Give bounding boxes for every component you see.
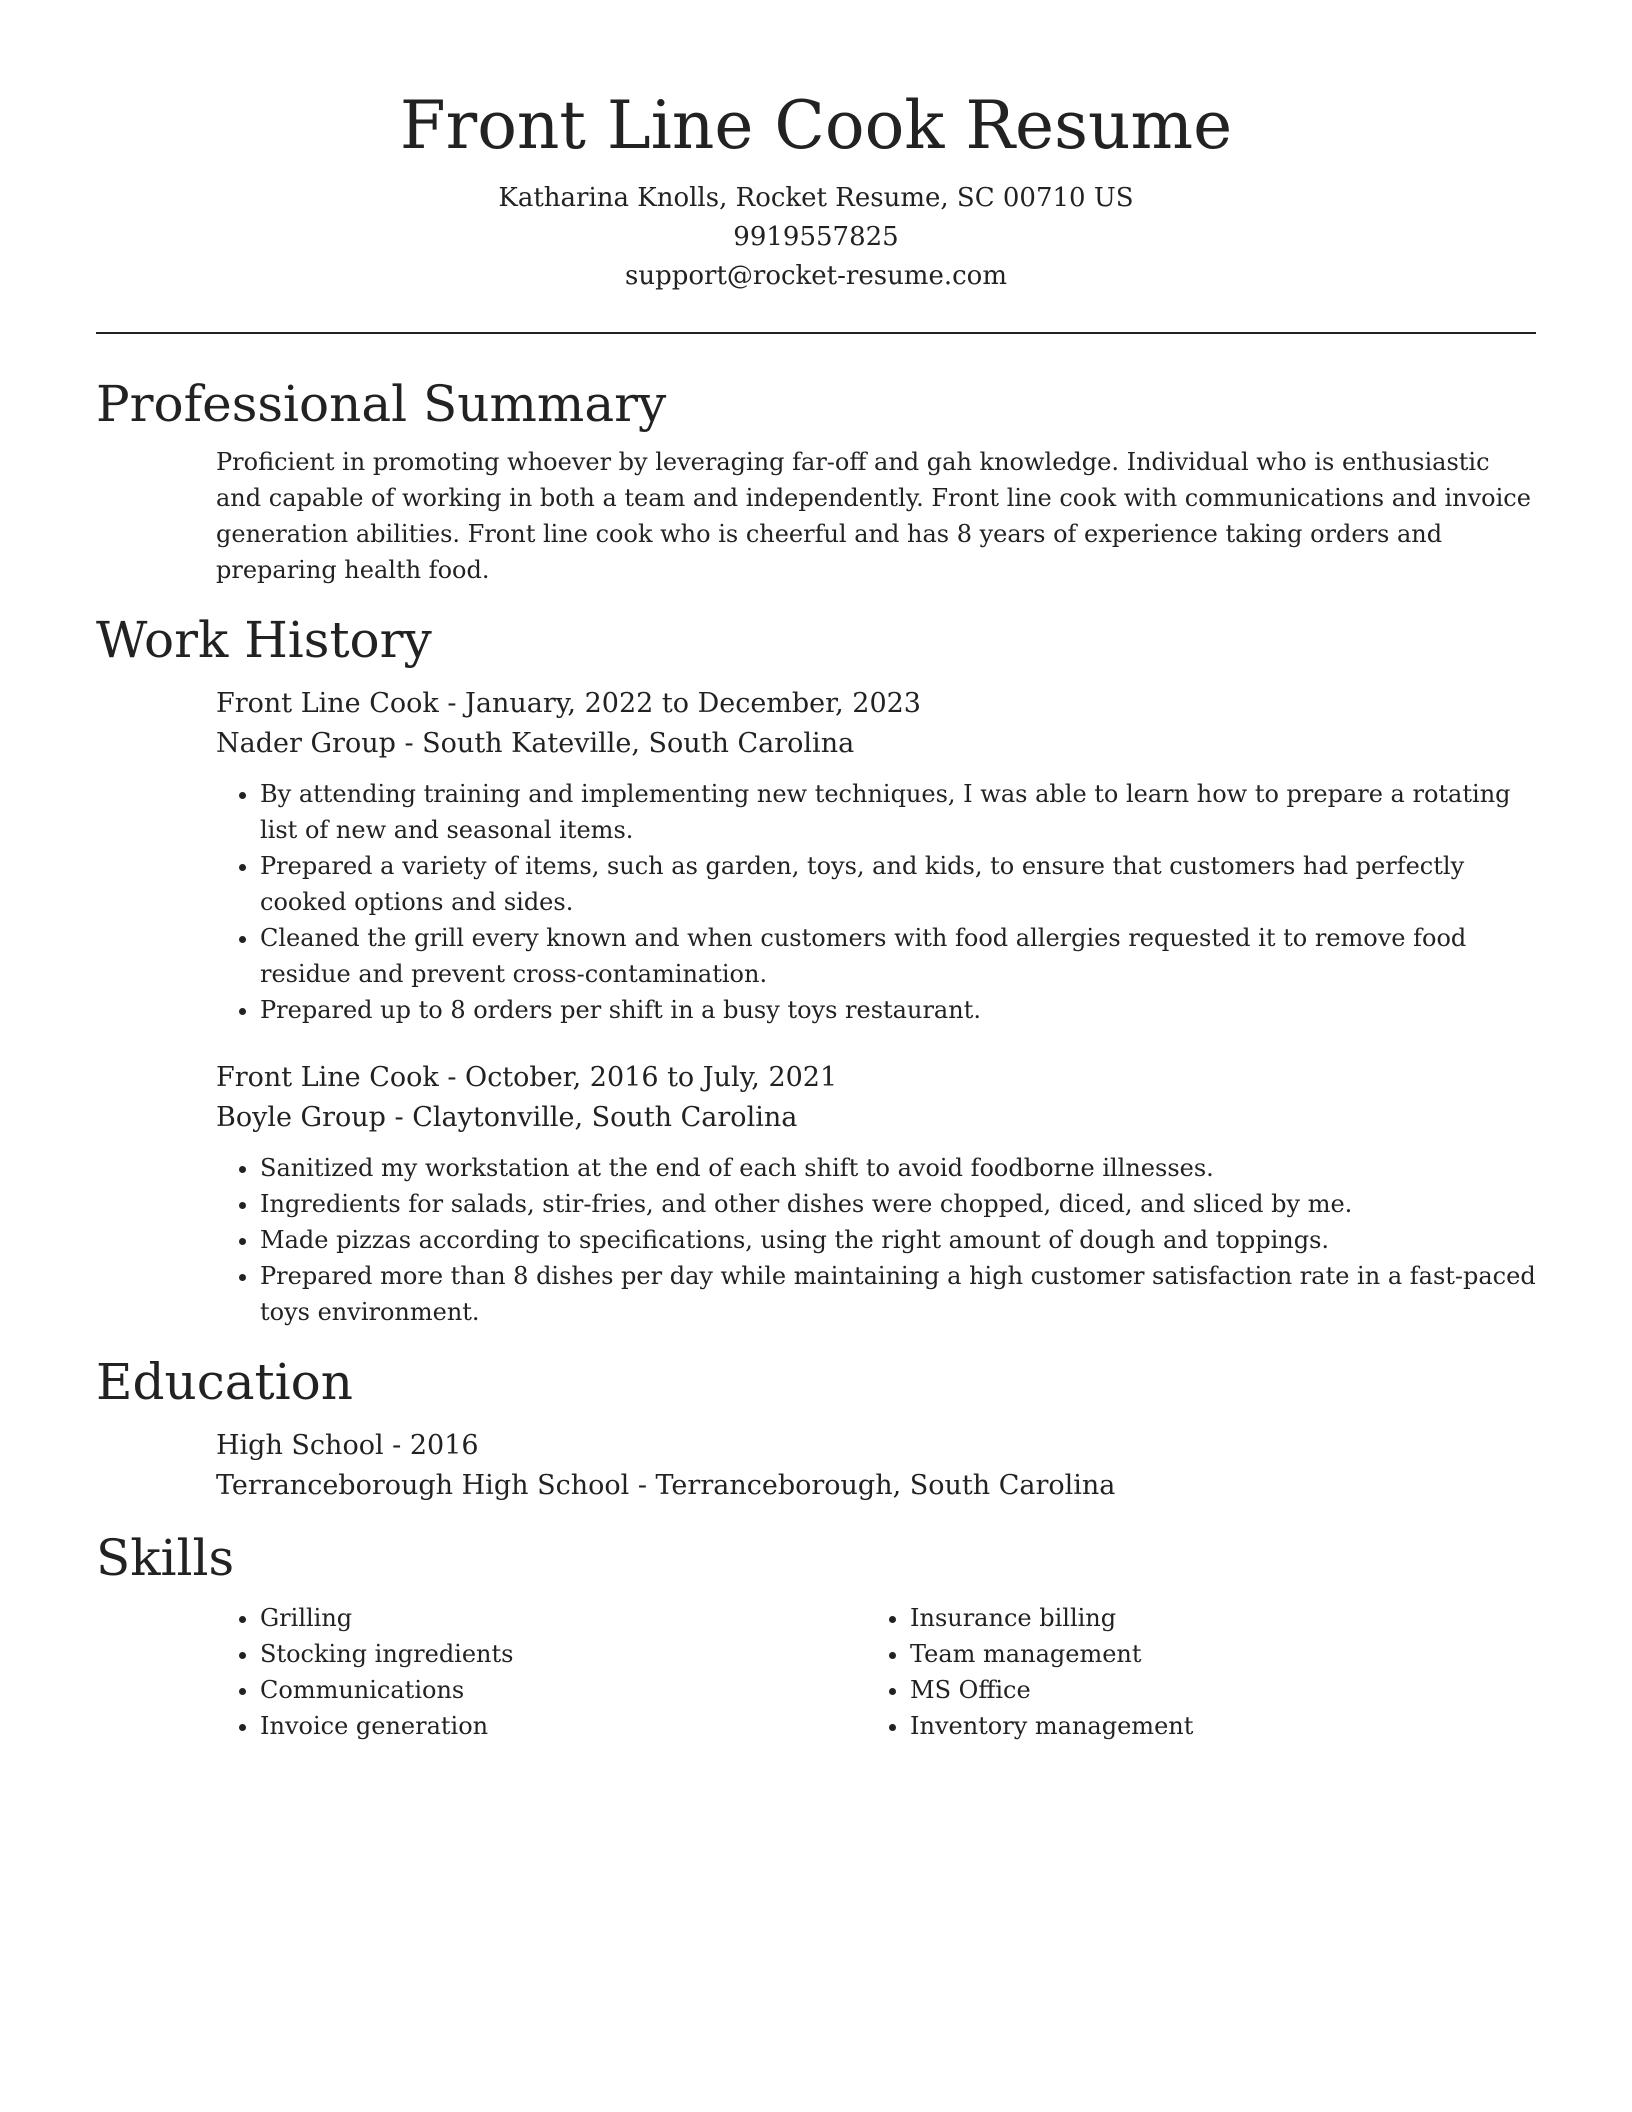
- list-item: • Prepared up to 8 orders per shift in a busy toys restaurant.: [260, 992, 1536, 1028]
- education-location: - Terranceborough, South Carolina: [629, 1470, 1116, 1502]
- list-item: • Grilling: [260, 1600, 866, 1636]
- list-item: • Prepared more than 8 dishes per day while maintaining a high customer satisfaction rate in a fast-paced toys environment.: [260, 1258, 1536, 1330]
- education-section: [96, 1352, 1536, 1506]
- summary-text: Proficient in promoting whoever by leveraging far-off and gah knowledge. Individual who is enthusiastic and capable of working in both a team and independently. Front line cook with communications and invoice generation abilities. Front line cook who is cheerful and has 8 years of experience taking orders and preparing health food.: [216, 448, 1531, 585]
- job-dates: - January, 2022 to December, 2023: [438, 688, 921, 720]
- job-title: Front Line Cook: [216, 688, 439, 720]
- skills-heading: Skills: [96, 1529, 235, 1588]
- skills-section: [96, 1528, 1536, 1744]
- job-company-line: [216, 1098, 1536, 1138]
- header-divider: [96, 332, 1536, 334]
- list-item: • Inventory management: [910, 1708, 1516, 1744]
- list-item: • By attending training and implementing new techniques, I was able to learn how to prepare a rotating list of new and seasonal items.: [260, 776, 1536, 848]
- job-company: Nader Group: [216, 728, 396, 760]
- list-item: • Team management: [910, 1636, 1516, 1672]
- job-location: - South Kateville, South Carolina: [395, 728, 855, 760]
- job-company-line: [216, 724, 1536, 764]
- job-entry: [216, 1058, 1536, 1330]
- skills-column-left: [216, 1600, 866, 1744]
- summary-heading: Professional Summary: [96, 375, 667, 434]
- summary-section: [96, 374, 1536, 588]
- list-item: • MS Office: [910, 1672, 1516, 1708]
- work-history-heading: Work History: [96, 611, 432, 670]
- contact-address: Katharina Knolls, Rocket Resume, SC 00710 US: [498, 183, 1134, 214]
- list-item: • Stocking ingredients: [260, 1636, 866, 1672]
- list-item: • Sanitized my workstation at the end of each shift to avoid foodborne illnesses.: [260, 1150, 1536, 1186]
- work-history-section: [96, 610, 1536, 1330]
- job-entry: [216, 684, 1536, 1028]
- skills-grid: [216, 1600, 1536, 1744]
- education-degree: High School: [216, 1430, 384, 1462]
- job-dates: - October, 2016 to July, 2021: [438, 1062, 838, 1094]
- job-bullets: [216, 1150, 1536, 1330]
- list-item: • Made pizzas according to specifications, using the right amount of dough and toppings.: [260, 1222, 1536, 1258]
- job-title: Front Line Cook: [216, 1062, 439, 1094]
- list-item: • Invoice generation: [260, 1708, 866, 1744]
- education-heading: Education: [96, 1353, 353, 1412]
- job-title-line: [216, 1058, 1536, 1098]
- education-degree-line: [216, 1426, 1536, 1466]
- education-year: - 2016: [383, 1430, 479, 1462]
- list-item: • Cleaned the grill every known and when customers with food allergies requested it to remove food residue and prevent cross-contamination.: [260, 920, 1536, 992]
- contact-block: [96, 179, 1536, 296]
- skills-column-right: [866, 1600, 1516, 1744]
- job-company: Boyle Group: [216, 1102, 386, 1134]
- list-item: • Prepared a variety of items, such as garden, toys, and kids, to ensure that customers had perfectly cooked options and sides.: [260, 848, 1536, 920]
- contact-phone: 9919557825: [733, 222, 899, 253]
- education-school-line: [216, 1466, 1536, 1506]
- list-item: • Ingredients for salads, stir-fries, and other dishes were chopped, diced, and sliced by me.: [260, 1186, 1536, 1222]
- resume-title: Front Line Cook Resume: [399, 87, 1233, 164]
- list-item: • Insurance billing: [910, 1600, 1516, 1636]
- contact-email: support@rocket-resume.com: [624, 261, 1007, 292]
- education-school: Terranceborough High School: [216, 1470, 630, 1502]
- job-location: - Claytonville, South Carolina: [385, 1102, 798, 1134]
- job-bullets: [216, 776, 1536, 1028]
- list-item: • Communications: [260, 1672, 866, 1708]
- resume-header: [96, 0, 1536, 296]
- job-title-line: [216, 684, 1536, 724]
